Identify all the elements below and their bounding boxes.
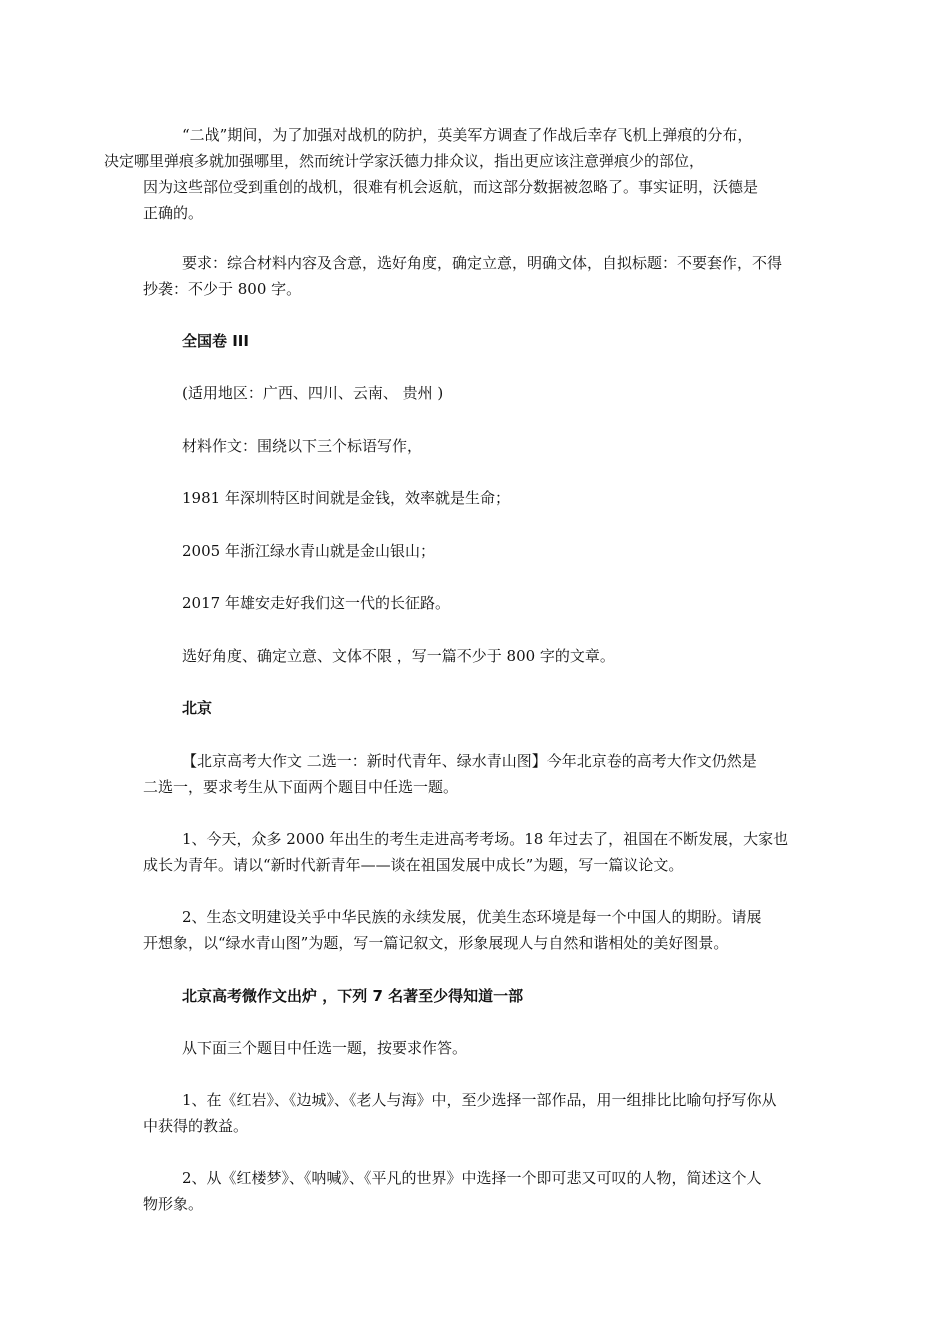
text-line: 二选一，要求考生从下面两个题目中任选一题。 [143, 778, 459, 796]
text-line: 2、生态文明建设关乎中华民族的永续发展，优美生态环境是每一个中国人的期盼。请展 [182, 908, 762, 926]
text-line: 决定哪里弹痕多就加强哪里，然而统计学家沃德力排众议，指出更应该注意弹痕少的部位， [104, 152, 705, 170]
text-line: 开想象，以“绿水青山图”为题，写一篇记叙文，形象展现人与自然和谐相处的美好图景。 [143, 934, 729, 952]
paragraph-material-prompt: 材料作文：围绕以下三个标语写作， [182, 437, 423, 455]
paragraph-requirements [143, 250, 813, 302]
paragraph-applicable-regions: (适用地区：广西、四川、云南、 贵州 ) [182, 384, 444, 402]
text-line: 抄袭：不少于 800 字。 [143, 280, 302, 298]
paragraph-slogan-1981: 1981 年深圳特区时间就是金钱，效率就是生命； [182, 489, 510, 507]
paragraph-beijing-topic-2 [143, 904, 813, 956]
paragraph-micro-intro: 从下面三个题目中任选一题，按要求作答。 [182, 1039, 468, 1057]
paragraph-ww2-story [104, 122, 813, 226]
paragraph-beijing-topic-1 [143, 826, 813, 878]
text-line: 成长为青年。请以“新时代新青年——谈在祖国发展中成长”为题，写一篇议论文。 [143, 856, 684, 874]
text-line: 因为这些部位受到重创的战机，很难有机会返航，而这部分数据被忽略了。事实证明，沃德是 [143, 178, 759, 196]
section-heading-quanguo-3: 全国卷 III [182, 332, 249, 350]
paragraph-writing-instruction: 选好角度、确定立意、文体不限 ，写一篇不少于 800 字的文章。 [182, 647, 615, 665]
paragraph-slogan-2017: 2017 年雄安走好我们这一代的长征路。 [182, 594, 450, 612]
paragraph-micro-topic-2 [143, 1165, 813, 1217]
text-line: 【北京高考大作文 二选一：新时代青年、绿水青山图】今年北京卷的高考大作文仍然是 [182, 752, 757, 770]
section-heading-micro-essay: 北京高考微作文出炉 ，下列 7 名著至少得知道一部 [182, 987, 524, 1005]
text-line: 物形象。 [143, 1195, 204, 1213]
text-line: “二战”期间，为了加强对战机的防护，英美军方调查了作战后幸存飞机上弹痕的分布， [182, 126, 753, 144]
section-heading-beijing: 北京 [182, 699, 213, 717]
text-line: 2、从《红楼梦》、《呐喊》、《平凡的世界》中选择一个即可悲又可叹的人物，简述这个人 [182, 1169, 762, 1187]
text-line: 正确的。 [143, 204, 204, 222]
paragraph-beijing-intro [143, 748, 813, 800]
paragraph-slogan-2005: 2005 年浙江绿水青山就是金山银山； [182, 542, 435, 560]
text-line: 1、今天，众多 2000 年出生的考生走进高考考场。18 年过去了，祖国在不断发展，大家也 [182, 830, 789, 848]
paragraph-micro-topic-1 [143, 1087, 813, 1139]
text-line: 1、在《红岩》、《边城》、《老人与海》中，至少选择一部作品，用一组排比比喻句抒写你从 [182, 1091, 777, 1109]
text-line: 要求：综合材料内容及含意，选好角度，确定立意，明确文体，自拟标题：不要套作，不得 [182, 254, 783, 272]
text-line: 中获得的教益。 [143, 1117, 249, 1135]
